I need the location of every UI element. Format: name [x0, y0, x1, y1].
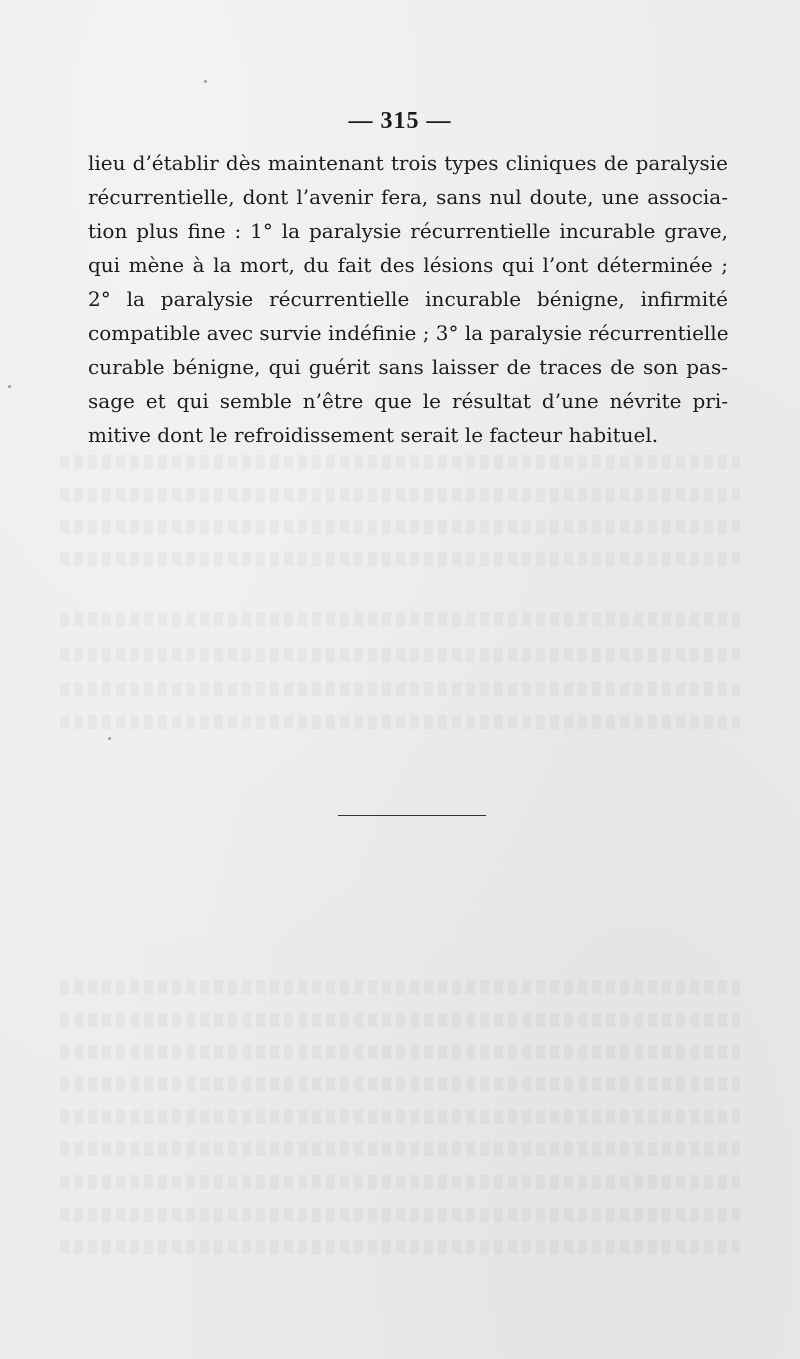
page-number: — 315 —	[348, 108, 452, 134]
show-through-line	[60, 682, 740, 696]
show-through-line	[60, 488, 740, 502]
show-through-line	[60, 1110, 740, 1124]
show-through-line	[60, 520, 740, 534]
show-through-line	[60, 1077, 740, 1091]
text-line: compatible avec survie indéfinie ; 3° la paralysie récurrentielle	[88, 321, 729, 345]
show-through-line	[60, 1208, 740, 1222]
show-through-line	[60, 612, 740, 626]
paper-speck	[204, 80, 207, 83]
text-line: sage et qui semble n’être que le résultat d’une névrite pri-	[88, 389, 728, 413]
show-through-line	[60, 455, 740, 469]
text-line: tion plus fine : 1° la paralysie récurrentielle incurable grave,	[88, 219, 728, 243]
show-through-line	[60, 1045, 740, 1059]
show-through-line	[60, 1175, 740, 1189]
paper-speck	[108, 737, 111, 740]
show-through-line	[60, 1142, 740, 1156]
paper-speck	[8, 385, 11, 388]
text-line: 2° la paralysie récurrentielle incurable bénigne, infirmité	[88, 287, 728, 311]
show-through-line	[60, 552, 740, 566]
text-line: récurrentielle, dont l’avenir fera, sans nul doute, une associa-	[88, 185, 728, 209]
show-through-line	[60, 980, 740, 994]
text-line: mitive dont le refroidissement serait le facteur habituel.	[88, 423, 659, 447]
body-paragraph	[88, 146, 728, 452]
text-line: curable bénigne, qui guérit sans laisser de traces de son pas-	[88, 355, 728, 379]
text-line: lieu d’établir dès maintenant trois types cliniques de paralysie	[88, 151, 728, 175]
show-through-line	[60, 1013, 740, 1027]
show-through-line	[60, 1240, 740, 1254]
show-through-line	[60, 715, 740, 729]
section-separator-rule	[338, 815, 486, 816]
show-through-line	[60, 648, 740, 662]
text-line: qui mène à la mort, du fait des lésions qui l’ont déterminée ;	[88, 253, 728, 277]
